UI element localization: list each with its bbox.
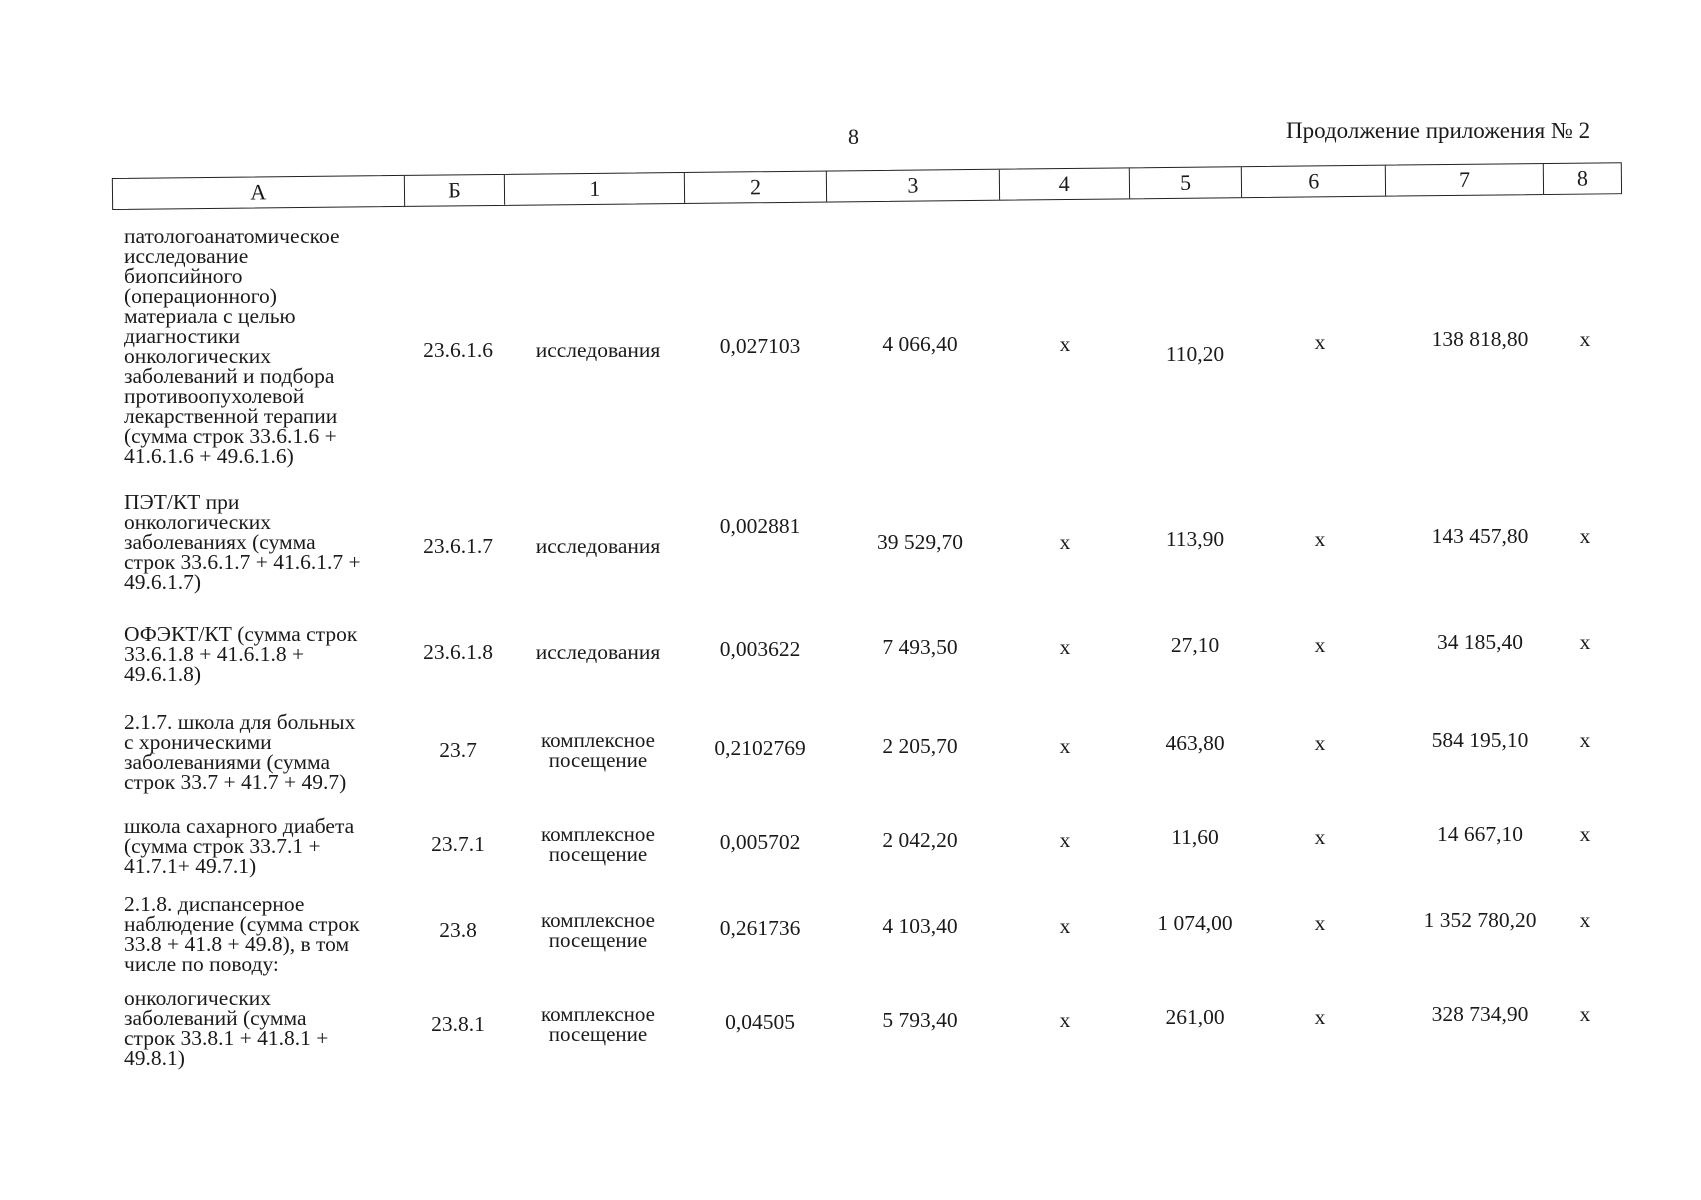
row-unit: исследования bbox=[535, 640, 661, 664]
row-col-3: 4 103,40 bbox=[882, 914, 958, 938]
row-col-4: х bbox=[1059, 530, 1071, 554]
row-col-6: х bbox=[1314, 1005, 1326, 1029]
row-col-6: х bbox=[1314, 825, 1326, 849]
column-header-8: 8 bbox=[1576, 165, 1589, 191]
row-col-3: 4 066,40 bbox=[882, 332, 958, 356]
row-col-5: 11,60 bbox=[1171, 825, 1219, 849]
row-col-3: 39 529,70 bbox=[877, 530, 963, 554]
row-col-3: 2 205,70 bbox=[882, 734, 958, 758]
row-col-4: х bbox=[1059, 828, 1071, 852]
row-label: патологоанатомическое исследование биопсийного (операционного) материала с целью диагностики онкологических заболеваний и подбора противоопухолевой лекарственной терапии (сумма строк 33.6.1.6 + 41.6.1.6 + 49.6.1.6) bbox=[124, 224, 340, 468]
row-col-3: 2 042,20 bbox=[882, 828, 958, 852]
row-col-4: х bbox=[1059, 332, 1071, 356]
row-col-3: 7 493,50 bbox=[882, 635, 958, 659]
row-col-6: х bbox=[1314, 527, 1326, 551]
row-label: онкологических заболеваний (сумма строк 33.8.1 + 41.8.1 + 49.8.1) bbox=[124, 986, 329, 1070]
row-col-7: 1 352 780,20 bbox=[1423, 908, 1537, 932]
row-col-4: х bbox=[1059, 914, 1071, 938]
row-col-2: 0,027103 bbox=[719, 334, 801, 358]
row-col-2: 0,003622 bbox=[719, 637, 801, 661]
row-code: 23.7.1 bbox=[431, 832, 485, 856]
row-label: ПЭТ/КТ при онкологических заболеваниях (сумма строк 33.6.1.7 + 41.6.1.7 + 49.6.1.7) bbox=[124, 490, 361, 594]
column-header-4: 4 bbox=[1000, 168, 1130, 199]
row-col-2: 0,002881 bbox=[719, 514, 801, 538]
row-unit: комплексное посещение bbox=[541, 1002, 655, 1046]
row-col-8: х bbox=[1579, 630, 1591, 654]
row-col-8: х bbox=[1579, 524, 1591, 548]
column-header-b: Б bbox=[404, 175, 505, 206]
row-code: 23.6.1.8 bbox=[423, 640, 493, 664]
row-col-7: 34 185,40 bbox=[1437, 630, 1523, 654]
row-col-6: х bbox=[1314, 911, 1326, 935]
row-code: 23.8.1 bbox=[431, 1012, 485, 1036]
row-unit: комплексное посещение bbox=[541, 728, 655, 772]
column-header-a: А bbox=[113, 176, 405, 209]
row-col-4: х bbox=[1059, 1008, 1071, 1032]
row-col-7: 143 457,80 bbox=[1431, 524, 1529, 548]
row-col-8: х bbox=[1579, 728, 1591, 752]
column-header-5: 5 bbox=[1129, 167, 1242, 198]
row-col-3: 5 793,40 bbox=[882, 1008, 958, 1032]
row-unit: исследования bbox=[535, 338, 661, 362]
row-col-8: х bbox=[1579, 908, 1591, 932]
row-label: ОФЭКТ/КТ (сумма строк 33.6.1.8 + 41.6.1.8 + 49.6.1.8) bbox=[124, 622, 358, 686]
row-col-8: х bbox=[1579, 327, 1591, 351]
row-unit: комплексное посещение bbox=[541, 822, 655, 866]
row-col-4: х bbox=[1059, 635, 1071, 659]
row-col-7: 138 818,80 bbox=[1431, 327, 1529, 351]
row-col-5: 463,80 bbox=[1165, 731, 1225, 755]
column-header-2: 2 bbox=[685, 172, 827, 203]
row-col-4: х bbox=[1059, 734, 1071, 758]
column-header-6: 6 bbox=[1242, 166, 1386, 198]
row-col-7: 584 195,10 bbox=[1431, 728, 1529, 752]
row-label: школа сахарного диабета (сумма строк 33.7.1 + 41.7.1+ 49.7.1) bbox=[124, 814, 355, 878]
row-col-5: 261,00 bbox=[1165, 1005, 1225, 1029]
row-unit: исследования bbox=[535, 534, 661, 558]
row-col-5: 1 074,00 bbox=[1157, 911, 1233, 935]
page-number: 8 bbox=[848, 124, 859, 149]
row-col-6: х bbox=[1314, 731, 1326, 755]
row-col-2: 0,261736 bbox=[719, 916, 801, 940]
row-code: 23.7 bbox=[439, 738, 477, 762]
row-col-2: 0,005702 bbox=[719, 830, 801, 854]
row-col-5: 110,20 bbox=[1165, 342, 1225, 366]
row-code: 23.6.1.6 bbox=[423, 338, 493, 362]
row-code: 23.8 bbox=[439, 918, 477, 942]
row-unit: комплексное посещение bbox=[541, 908, 655, 952]
row-code: 23.6.1.7 bbox=[423, 534, 493, 558]
row-col-6: х bbox=[1314, 633, 1326, 657]
row-col-7: 328 734,90 bbox=[1431, 1002, 1529, 1026]
row-col-5: 27,10 bbox=[1170, 633, 1220, 657]
row-col-5: 113,90 bbox=[1165, 527, 1225, 551]
row-col-7: 14 667,10 bbox=[1437, 822, 1523, 846]
row-col-6: х bbox=[1314, 330, 1326, 354]
row-col-8: х bbox=[1579, 822, 1591, 846]
column-header-1: 1 bbox=[505, 173, 685, 205]
column-header-7: 7 bbox=[1386, 164, 1544, 196]
row-label: 2.1.7. школа для больных с хроническими заболеваниями (сумма строк 33.7 + 41.7 + 49.7) bbox=[124, 710, 356, 794]
row-col-8: х bbox=[1579, 1002, 1591, 1026]
row-col-2: 0,2102769 bbox=[714, 736, 806, 760]
row-col-2: 0,04505 bbox=[725, 1010, 795, 1034]
continuation-title: Продолжение приложения № 2 bbox=[1286, 118, 1591, 143]
column-header-3: 3 bbox=[827, 170, 1000, 202]
row-label: 2.1.8. диспансерное наблюдение (сумма строк 33.8 + 41.8 + 49.8), в том числе по поводу: bbox=[124, 892, 360, 976]
column-header-row bbox=[112, 162, 1622, 210]
